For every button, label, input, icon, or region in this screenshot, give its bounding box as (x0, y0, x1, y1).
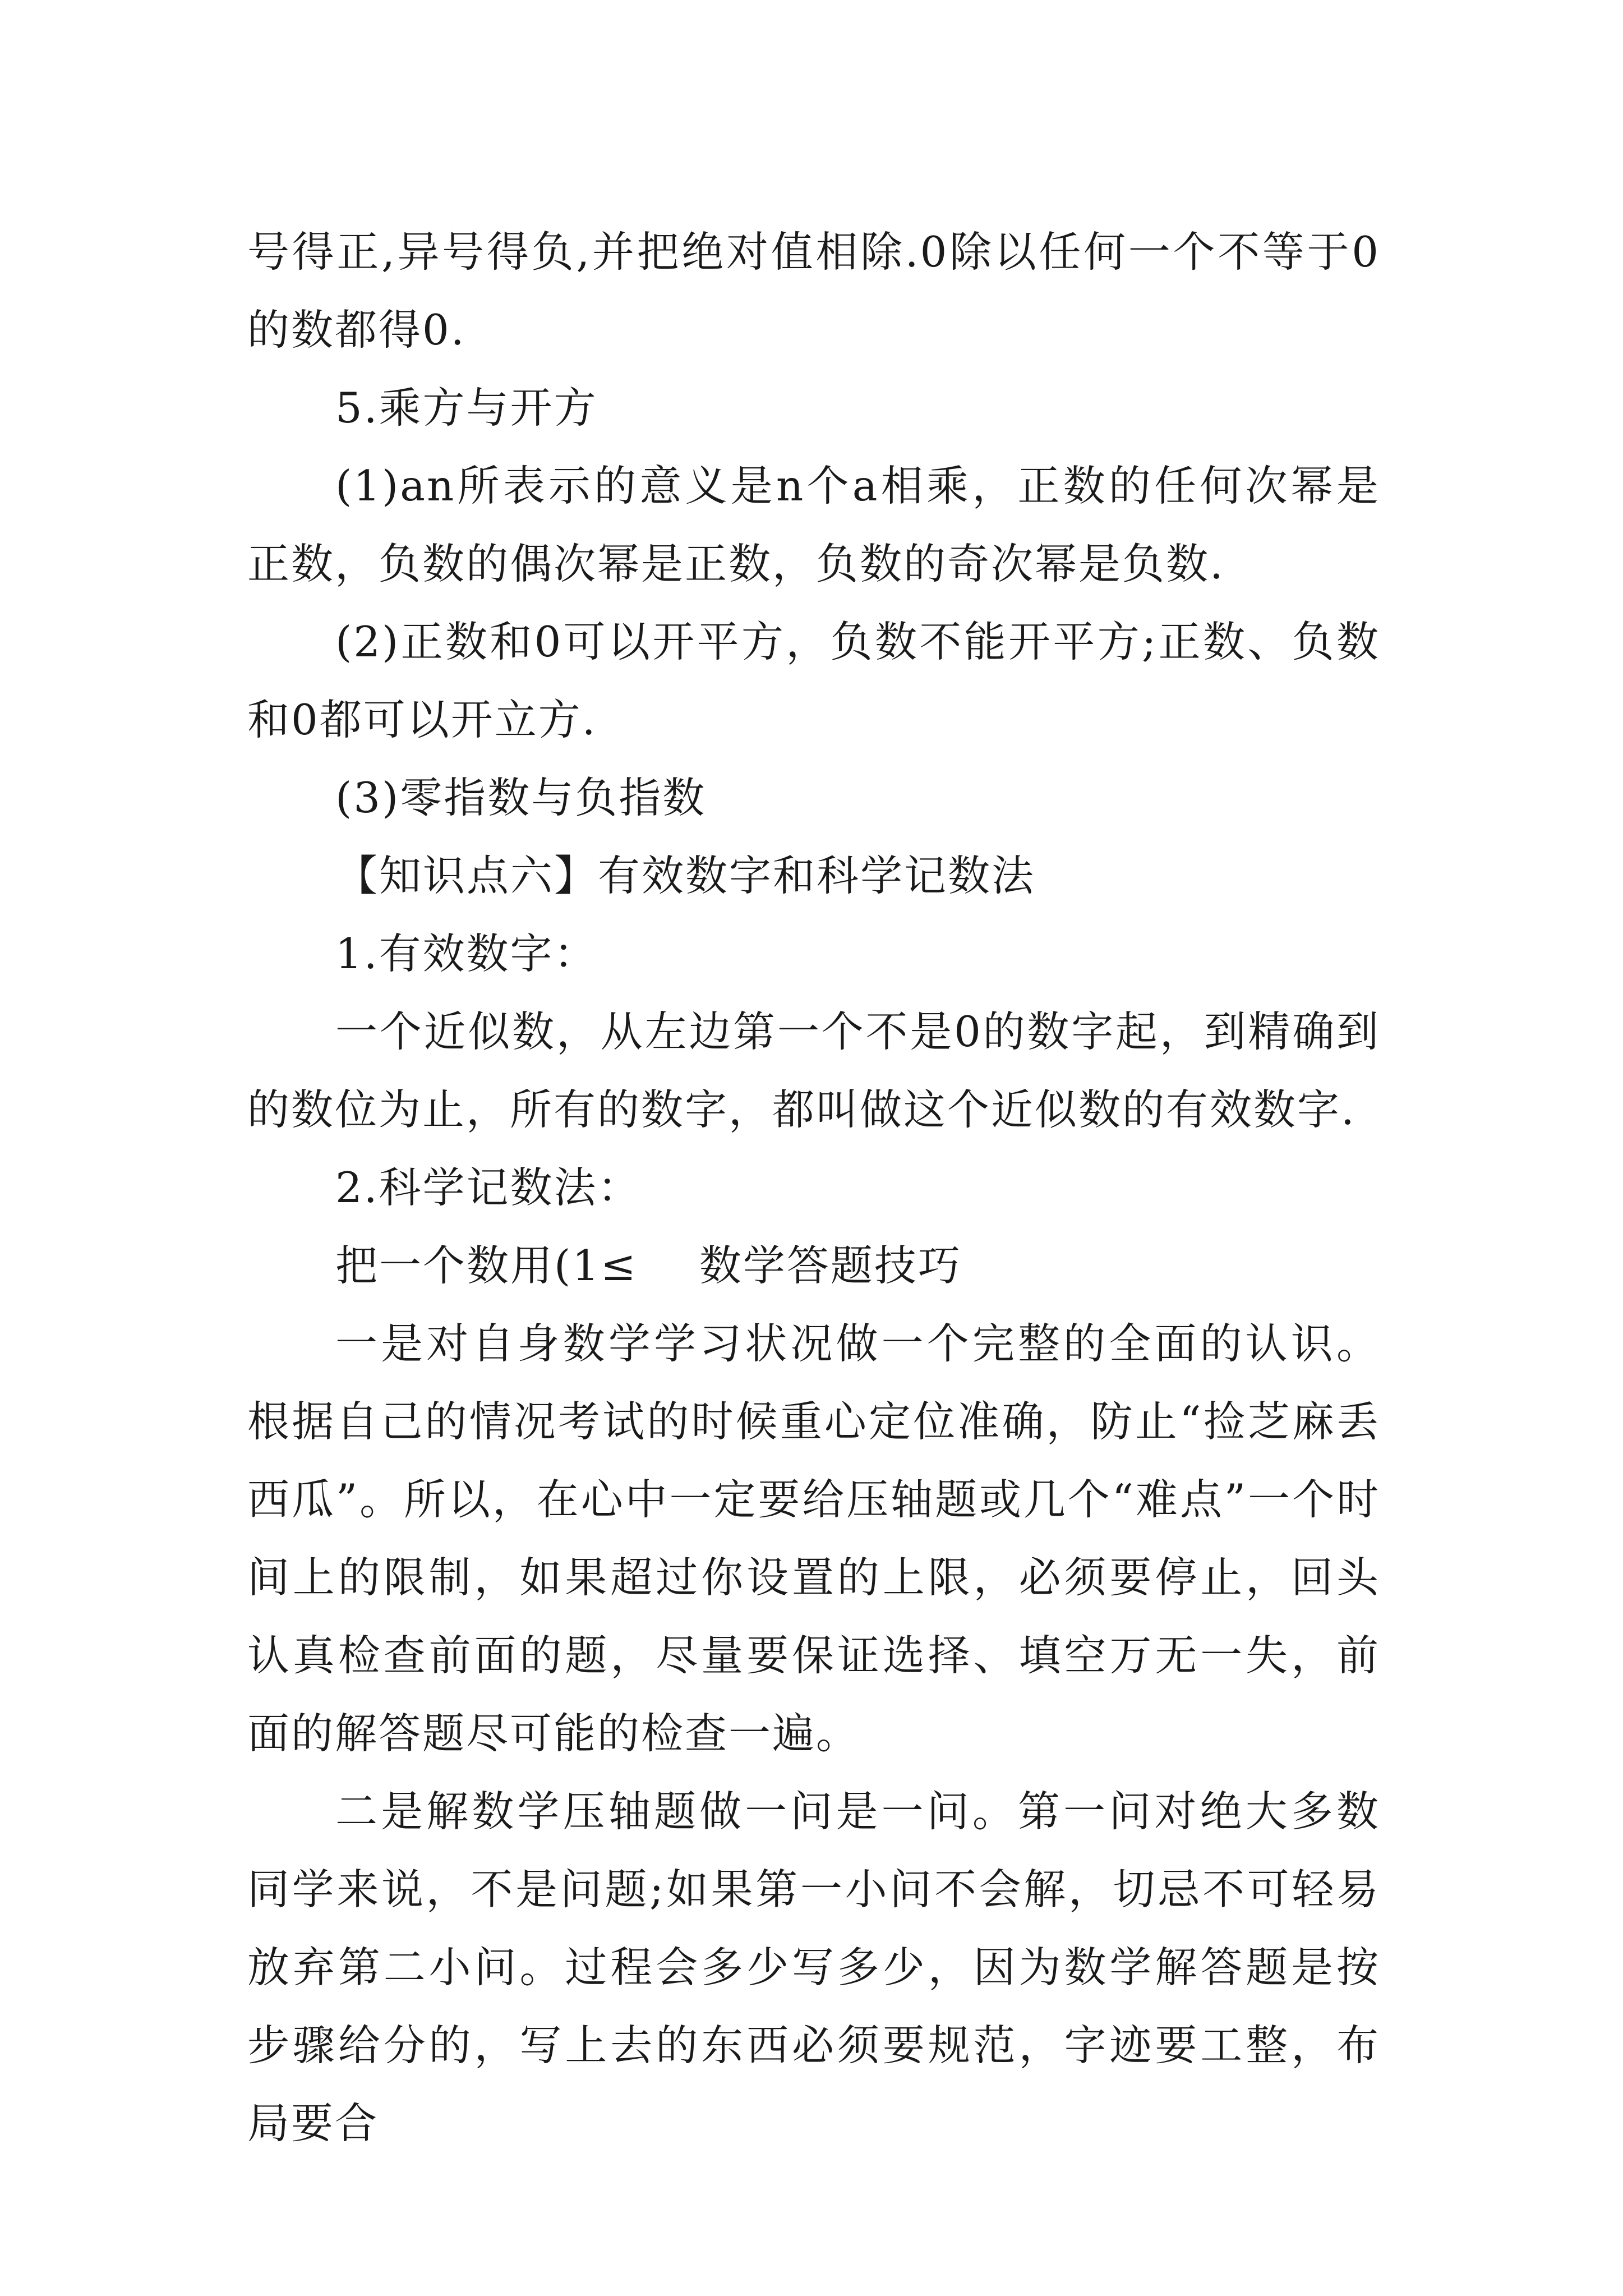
split-line (247, 1227, 1380, 1305)
paragraph-1: 号得正,异号得负,并把绝对值相除.0除以任何一个不等于0的数都得0. (247, 227, 1380, 355)
split-line-left: 把一个数用(1≤ (335, 1241, 638, 1290)
heading-knowledge-point-six: 【知识点六】有效数字和科学记数法 (335, 851, 1036, 900)
heading-power-and-root: 5.乘方与开方 (335, 383, 598, 432)
document-body (247, 213, 1380, 2162)
paragraph-tip-one: 一是对自身数学学习状况做一个完整的全面的认识。根据自己的情况考试的时候重心定位准确，防止“捡芝麻丢西瓜”。所以，在心中一定要给压轴题或几个“难点”一个时间上的限制，如果超过你设置的上限，必须要停止，回头认真检查前面的题，尽量要保证选择、填空万无一失，前面的解答题尽可能的检查一遍。 (247, 1319, 1380, 1758)
heading-scientific-notation: 2.科学记数法： (335, 1163, 642, 1212)
heading-significant-figures: 1.有效数字： (335, 929, 598, 978)
paragraph-tip-two: 二是解数学压轴题做一问是一问。第一问对绝大多数同学来说，不是问题;如果第一小问不会解，切忌不可轻易放弃第二小问。过程会多少写多少，因为数学解答题是按步骤给分的，写上去的东西必须要规范，字迹要工整，布局要合 (247, 1787, 1380, 2148)
paragraph-significant-figures: 一个近似数，从左边第一个不是0的数字起，到精确到的数位为止，所有的数字，都叫做这个近似数的有效数字. (247, 1007, 1380, 1134)
paragraph-square-root: (2)正数和0可以开平方，负数不能开平方;正数、负数和0都可以开立方. (247, 617, 1380, 744)
paragraph-zero-exponent: (3)零指数与负指数 (335, 773, 707, 822)
section-title-exam-tips: 数学答题技巧 (699, 1241, 962, 1290)
paragraph-power-meaning: (1)an所表示的意义是n个a相乘，正数的任何次幂是正数，负数的偶次幂是正数，负数的奇次幂是负数. (247, 461, 1380, 588)
